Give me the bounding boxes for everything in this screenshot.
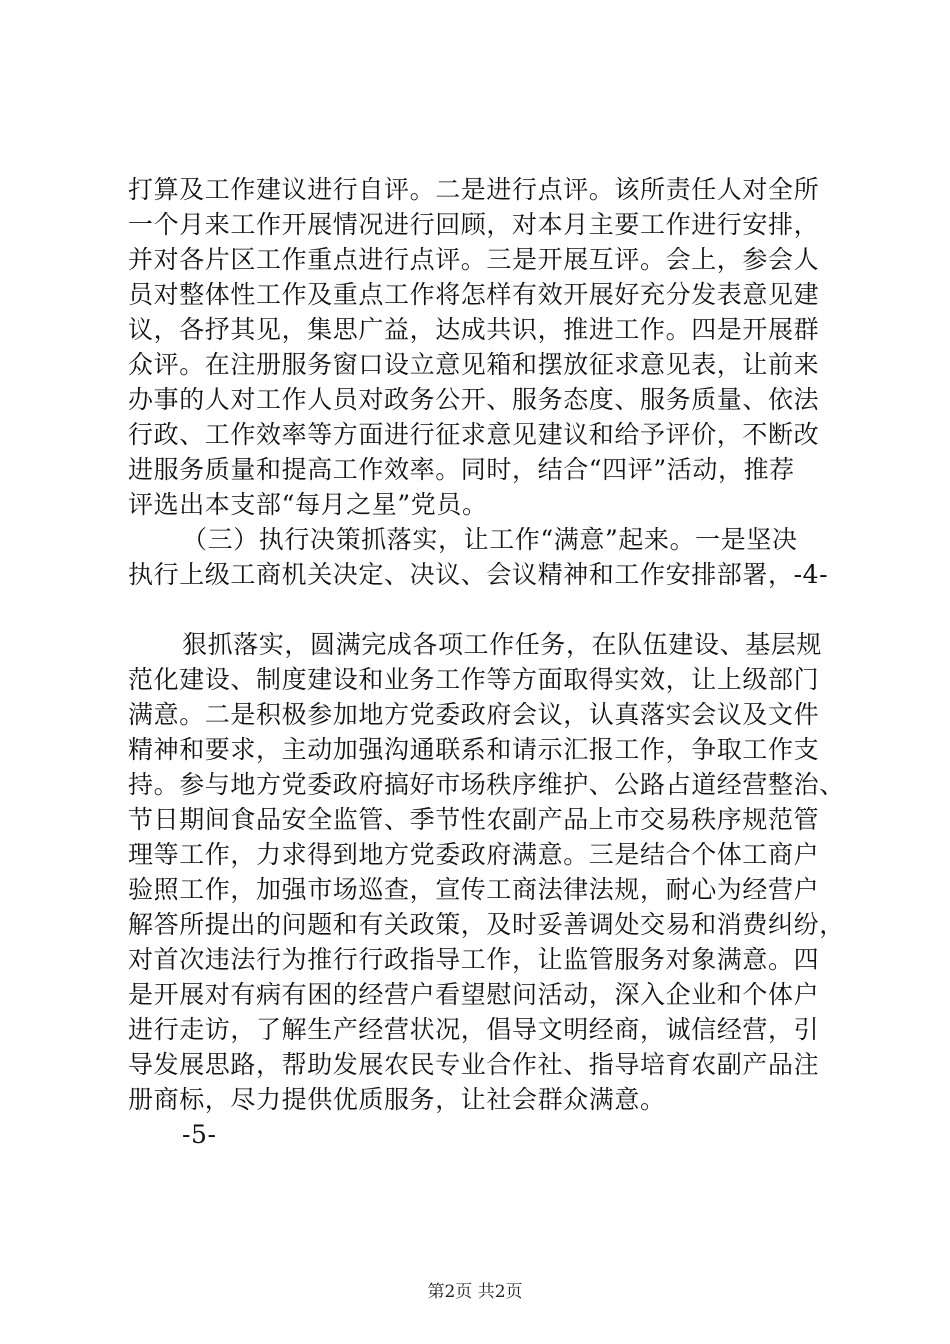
body-text-line: 范化建设、制度建设和业务工作等方面取得实效，让上级部门 [128, 665, 820, 694]
body-text-line: 执行上级工商机关决定、决议、会议精神和工作安排部署，-4- [128, 560, 829, 589]
body-text-line: 精神和要求，主动加强沟通联系和请示汇报工作，争取工作支 [128, 735, 820, 764]
body-text-line: 众评。在注册服务窗口设立意见箱和摆放征求意见表，让前来 [128, 350, 820, 379]
body-text-line: 一个月来工作开展情况进行回顾，对本月主要工作进行安排， [128, 210, 820, 239]
body-text-line: 满意。二是积极参加地方党委政府会议，认真落实会议及文件 [128, 700, 820, 729]
body-text-line: 是开展对有病有困的经营户看望慰问活动，深入企业和个体户 [128, 980, 820, 1009]
body-text-line: 并对各片区工作重点进行点评。三是开展互评。会上，参会人 [128, 245, 820, 274]
body-text-line: 狠抓落实，圆满完成各项工作任务，在队伍建设、基层规 [182, 630, 823, 659]
body-text-line: 行政、工作效率等方面进行征求意见建议和给予评价，不断改 [128, 420, 820, 449]
body-text-line: 员对整体性工作及重点工作将怎样有效开展好充分发表意见建 [128, 280, 820, 309]
body-text-line: 理等工作，力求得到地方党委政府满意。三是结合个体工商户 [128, 840, 820, 869]
inline-page-number: -5- [182, 1120, 217, 1149]
body-text-line: 办事的人对工作人员对政务公开、服务态度、服务质量、依法 [128, 385, 820, 414]
page-footer: 第2页 共2页 [427, 1282, 523, 1302]
body-text-line: 册商标，尽力提供优质服务，让社会群众满意。 [128, 1085, 666, 1114]
body-text-line: 验照工作，加强市场巡查，宣传工商法律法规，耐心为经营户 [128, 875, 820, 904]
body-text-line: 节日期间食品安全监管、季节性农副产品上市交易秩序规范管 [128, 805, 820, 834]
body-text-line: 打算及工作建议进行自评。二是进行点评。该所责任人对全所 [128, 175, 820, 204]
body-text-line: 进服务质量和提高工作效率。同时，结合“四评”活动，推荐 [128, 455, 795, 484]
section-heading-line: （三）执行决策抓落实，让工作“满意”起来。一是坚决 [182, 525, 798, 554]
body-text-line: 解答所提出的问题和有关政策，及时妥善调处交易和消费纠纷， [128, 910, 845, 939]
body-text-line: 持。参与地方党委政府搞好市场秩序维护、公路占道经营整治、 [128, 770, 845, 799]
body-text-line: 议，各抒其见，集思广益，达成共识，推进工作。四是开展群 [128, 315, 820, 344]
body-text-line: 导发展思路，帮助发展农民专业合作社、指导培育农副产品注 [128, 1050, 820, 1079]
body-text-line: 评选出本支部“每月之星”党员。 [128, 490, 488, 519]
body-text-line: 对首次违法行为推行行政指导工作，让监管服务对象满意。四 [128, 945, 820, 974]
body-text-line: 进行走访，了解生产经营状况，倡导文明经商，诚信经营，引 [128, 1015, 820, 1044]
